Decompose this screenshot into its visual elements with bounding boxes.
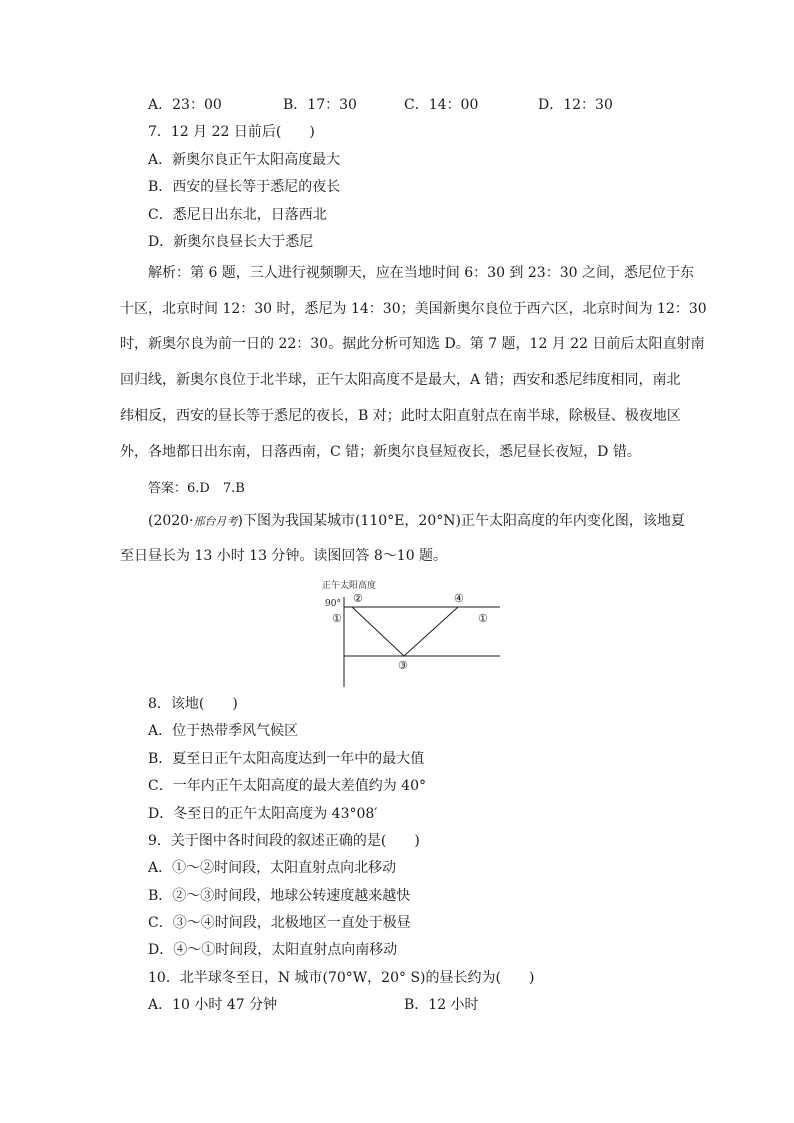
intro-line <box>148 512 685 531</box>
q9-option-d: D．④～①时间段，太阳直射点向南移动 <box>148 942 398 958</box>
q9-stem: 9．关于图中各时间段的叙述正确的是( ) <box>148 833 420 849</box>
q7-option-d: D．新奥尔良昼长大于悉尼 <box>148 234 314 250</box>
chart-title: 正午太阳高度 <box>322 581 377 591</box>
sun-height-line <box>344 607 475 656</box>
analysis-line: 时，新奥尔良为前一日的 22：30。据此分析可知选 D。第 7 题，12 月 22 日前后太阳直射南 <box>120 336 705 352</box>
option-label: D． <box>538 97 564 113</box>
option-label: C． <box>404 97 429 113</box>
q8-stem: 8．该地( ) <box>148 696 238 712</box>
option-label: B． <box>283 97 308 113</box>
q7-option-c: C．悉尼日出东北，日落西北 <box>148 207 327 223</box>
intro-text: )下图为我国某城市(110°E，20°N)正午太阳高度的年内变化图，该地夏 <box>237 513 685 529</box>
q8-option-c: C．一年内正午太阳高度的最大差值约为 40° <box>148 778 426 794</box>
analysis-line: 回归线，新奥尔良位于北半球，正午太阳高度不是最大，A 错；西安和悉尼纬度相同，南北 <box>120 372 681 388</box>
point-label: ④ <box>454 592 464 605</box>
option-label: A． <box>148 97 173 113</box>
q8-option-a: A．位于热带季风气候区 <box>148 723 299 739</box>
analysis-line: 外，各地都日出东南，日落西南，C 错；新奥尔良昼短夜长，悉尼昼长夜短，D 错。 <box>120 444 641 460</box>
q8-option-b: B．夏至日正午太阳高度达到一年中的最大值 <box>148 751 425 767</box>
point-label: ① <box>332 612 342 625</box>
q9-option-a: A．①～②时间段，太阳直射点向北移动 <box>148 860 397 876</box>
option-text: 12：30 <box>563 97 613 113</box>
option-label: B． <box>404 997 429 1013</box>
intro-line: 至日昼长为 13 小时 13 分钟。读图回答 8～10 题。 <box>120 548 448 564</box>
q9-option-b: B．②～③时间段，地球公转速度越来越快 <box>148 888 411 904</box>
analysis-line: 纬相反，西安的昼长等于悉尼的夜长，B 对；此时太阳直射点在南半球，除极昼、极夜地区 <box>120 408 681 424</box>
option-text: 23：00 <box>172 97 222 113</box>
option-label: A． <box>148 997 173 1013</box>
point-labels <box>332 592 488 672</box>
answer-line: 答案：6.D 7.B <box>148 481 245 496</box>
option-text: 12 小时 <box>428 997 479 1013</box>
sun-height-chart <box>320 577 520 689</box>
q7-option-b: B．西安的昼长等于悉尼的夜长 <box>148 179 341 195</box>
point-label: ③ <box>398 659 408 672</box>
q7-stem: 7．12 月 22 日前后( ) <box>148 124 315 140</box>
q9-option-c: C．③～④时间段，北极地区一直处于极昼 <box>148 915 411 931</box>
q7-option-a: A．新奥尔良正午太阳高度最大 <box>148 152 341 168</box>
intro-source: 邢台月考 <box>193 515 238 528</box>
intro-year: (2020· <box>148 513 194 529</box>
y-axis-tick-label: 90° <box>325 599 341 609</box>
option-text: 10 小时 47 分钟 <box>172 997 278 1013</box>
option-text: 14：00 <box>428 97 479 113</box>
q8-option-d: D．冬至日的正午太阳高度为 43°08′ <box>148 806 378 822</box>
analysis-line: 十区，北京时间 12：30 时，悉尼为 14：30；美国新奥尔良位于西六区，北京时间为 12：30 <box>120 301 707 317</box>
option-text: 17：30 <box>307 97 357 113</box>
point-label: ② <box>353 592 363 605</box>
q10-stem: 10．北半球冬至日，N 城市(70°W，20° S)的昼长约为( ) <box>148 970 535 986</box>
analysis-line: 解析：第 6 题，三人进行视频聊天，应在当地时间 6：30 到 23：30 之间，悉尼位于东 <box>148 265 694 281</box>
point-label: ① <box>478 612 488 625</box>
